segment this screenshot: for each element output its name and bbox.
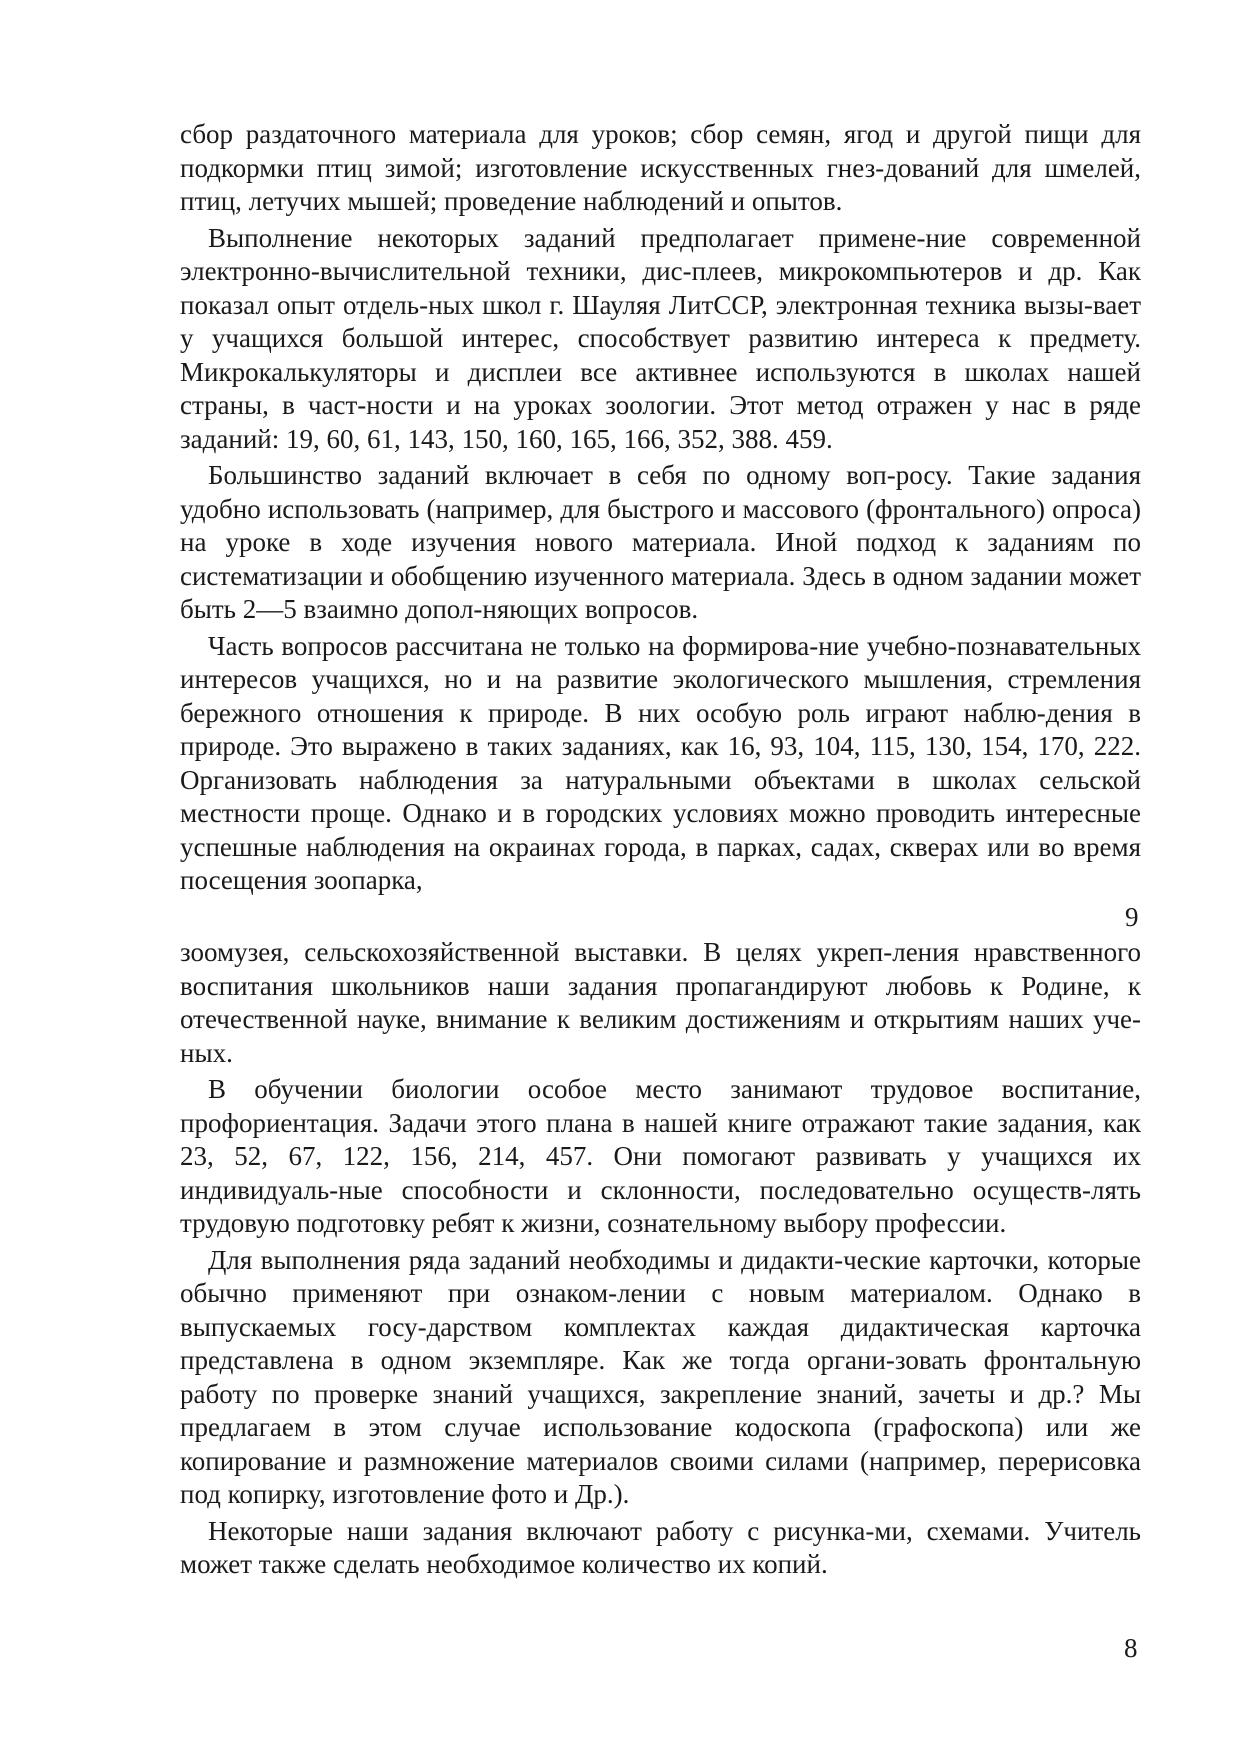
paragraph: В обучении биологии особое место занимают трудовое воспитание, профориентация. Задачи этого плана в нашей книге отражают такие задания, как 23, 52, 67, 122, 156, 214, 457. Они помогают развивать у учащихся их индивидуаль-ные способности и склонности, последовательно осуществ-лять трудовую подготовку ребят к жизни, сознательному выбору профессии. [180, 1074, 1141, 1238]
paragraph: Выполнение некоторых заданий предполагает примене-ние современной электронно-вычислительной техники, дис-плеев, микрокомпьютеров и др. Как показал опыт отдель-ных школ г. Шауляя ЛитССР, электронная техника вызы-вает у учащихся большой интерес, способствует развитию интереса к предмету. Микрокалькуляторы и дисплеи все активнее используются в школах нашей страны, в част-ности и на уроках зоологии. Этот метод отражен у нас в ряде заданий: 19, 60, 61, 143, 150, 160, 165, 166, 352, 388. 459. [180, 222, 1141, 454]
paragraph: зоомузея, сельскохозяйственной выставки. В целях укреп-ления нравственного воспитания школьников наши задания пропагандируют любовь к Родине, к отечественной науке, внимание к великим достижениям и открытиям наших уче-ных. [180, 937, 1141, 1068]
text-block-top [180, 118, 1141, 898]
paragraph: Большинство заданий включает в себя по одному воп-росу. Такие задания удобно использовать (например, для быстрого и массового (фронтального) опроса) на уроке в ходе изучения нового материала. Иной подход к заданиям по систематизации и обобщению изученного материала. Здесь в одном задании может быть 2—5 взаимно допол-няющих вопросов. [180, 460, 1141, 624]
paragraph: Часть вопросов рассчитана не только на формирова-ние учебно-познавательных интересов учащихся, но и на развитие экологического мышления, стремления бережного отношения к природе. В них особую роль играют наблю-дения в природе. Это выражено в таких заданиях, как 16, 93, 104, 115, 130, 154, 170, 222. Организовать наблюдения за натуральными объектами в школах сельской местности проще. Однако и в городских условиях можно проводить интересные успешные наблюдения на окраинах города, в парках, садах, скверах или во время посещения зоопарка, [180, 630, 1141, 895]
paragraph: Некоторые наши задания включают работу с рисунка-ми, схемами. Учитель может также сделать необходимое количество их копий. [180, 1515, 1141, 1579]
paragraph: Для выполнения ряда заданий необходимы и дидакти-ческие карточки, которые обычно применяют при ознаком-лении с новым материалом. Однако в выпускаемых госу-дарством комплектах каждая дидактическая карточка представлена в одном экземпляре. Как же тогда органи-зовать фронтальную работу по проверке знаний учащихся, закрепление знаний, зачеты и др.? Мы предлагаем в этом случае использование кодоскопа (графоскопа) или же копирование и размножение материалов своими силами (например, перерисовка под копирку, изготовление фото и Др.). [180, 1244, 1141, 1509]
paragraph: сбор раздаточного материала для уроков; сбор семян, ягод и другой пищи для подкормки птиц зимой; изготовление искусственных гнез-дований для шмелей, птиц, летучих мышей; проведение наблюдений и опытов. [180, 119, 1141, 216]
text-block-bottom [180, 936, 1141, 1582]
inner-page-number: 9 [1125, 902, 1139, 932]
page-number: 8 [1124, 1633, 1138, 1663]
